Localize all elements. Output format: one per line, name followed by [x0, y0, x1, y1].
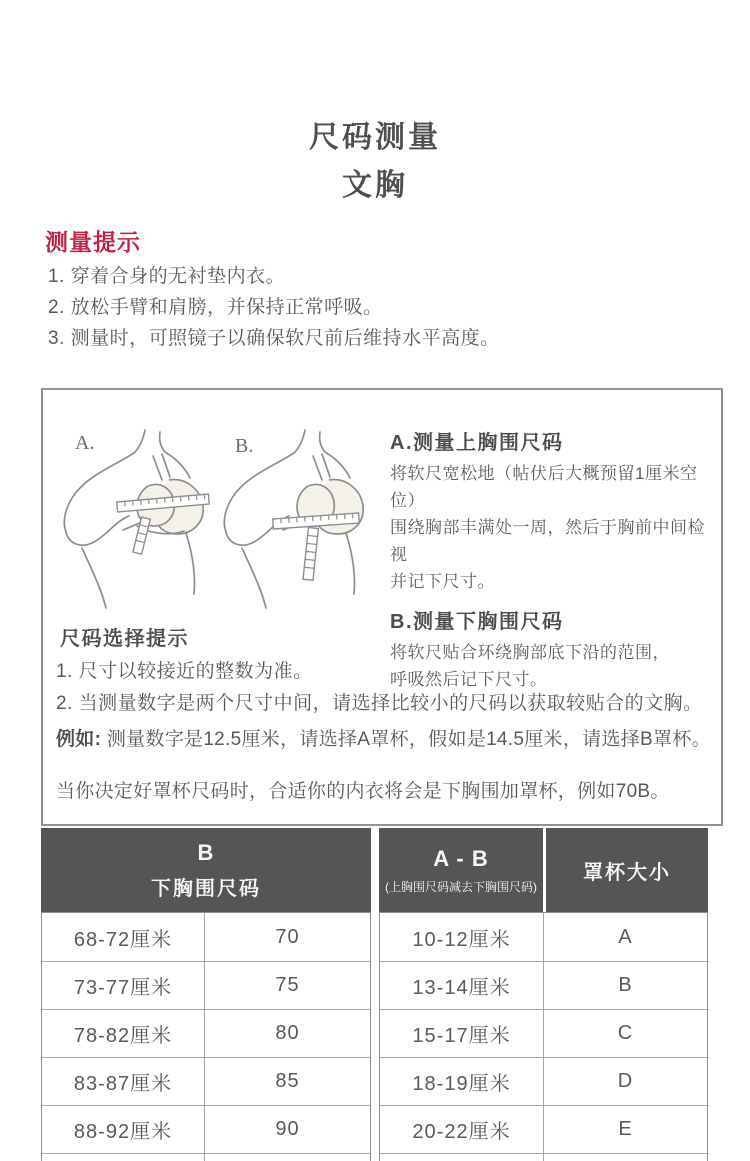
table-row-partial: [42, 1153, 370, 1161]
measure-tips-heading: 测量提示: [45, 229, 141, 255]
cup-header-label: 罩杯大小: [583, 861, 671, 884]
band-size-cell: 80: [275, 1022, 300, 1044]
table-row: [380, 961, 707, 1009]
instruction-line: 呼吸然后记下尺寸。: [390, 670, 548, 689]
measurement-diagram-box: [41, 388, 723, 826]
table-row-partial: [380, 1153, 707, 1161]
table-row: [380, 913, 707, 961]
size-selection-item: 1. 尺寸以较接近的整数为准。: [56, 661, 313, 682]
table-row: [380, 1105, 707, 1153]
size-chart-header: [41, 828, 708, 912]
band-range-cell: 73-77厘米: [42, 962, 205, 1009]
band-range-cell: 88-92厘米: [42, 1106, 205, 1153]
upper-bust-instructions: [390, 460, 722, 595]
cup-size-header: [546, 828, 708, 912]
cup-cell: A: [618, 925, 633, 948]
diff-header: [379, 828, 543, 912]
page-title: 尺码测量: [309, 121, 441, 154]
header-gap: [371, 828, 379, 912]
band-size-cell: 90: [275, 1118, 300, 1140]
cup-cell: E: [618, 1118, 633, 1140]
upper-bust-heading: A.测量上胸围尺码: [390, 432, 564, 454]
diff-header-note: (上胸围尺码减去下胸围尺码): [385, 879, 537, 894]
instruction-line: 围绕胸部丰满处一周，然后于胸前中间检视: [390, 518, 705, 564]
band-size-cell: 75: [275, 974, 300, 996]
under-bust-measure-illustration: [213, 420, 383, 615]
band-size-cell: [205, 1154, 370, 1161]
under-bust-heading: B.测量下胸围尺码: [390, 611, 564, 633]
table-row: [42, 1105, 370, 1153]
table-row: [380, 1057, 707, 1105]
size-chart-body: [41, 912, 708, 1161]
cup-cell: B: [618, 974, 633, 996]
instruction-line: 将软尺宽松地（帖伏后大概预留1厘米空位）: [390, 464, 698, 510]
size-selection-list: [56, 656, 703, 719]
table-row: [42, 1009, 370, 1057]
cup-cell: C: [617, 1022, 634, 1044]
cup-cell: [544, 1154, 707, 1161]
cup-cell: D: [617, 1070, 634, 1092]
table-row: [42, 961, 370, 1009]
cup-size-note: 当你决定好罩杯尺码时，合适你的内衣将会是下胸围加罩杯，例如70B。: [56, 781, 670, 802]
size-selection-item: 2. 当测量数字是两个尺寸中间，请选择比较小的尺码以获取较贴合的文胸。: [56, 692, 703, 714]
measure-tip-item: 3. 测量时，可照镜子以确保软尺前后维持水平高度。: [48, 328, 500, 349]
upper-bust-measure-illustration: [53, 420, 223, 615]
figure-a-label: A.: [75, 432, 95, 454]
band-header-label: 下胸围尺码: [151, 877, 261, 900]
page-subtitle: 文胸: [342, 169, 408, 202]
table-row: [42, 913, 370, 961]
diff-cell: 13-14厘米: [380, 962, 544, 1009]
size-chart-table: [41, 828, 708, 1161]
diff-cell: 15-17厘米: [380, 1010, 544, 1057]
table-gap: [371, 912, 379, 1161]
band-range-cell: [42, 1154, 205, 1161]
band-range-cell: 68-72厘米: [42, 913, 205, 961]
band-range-cell: 78-82厘米: [42, 1010, 205, 1057]
band-size-columns: [41, 912, 371, 1161]
instruction-line: 并记下尺寸。: [390, 572, 495, 591]
table-row: [380, 1009, 707, 1057]
band-header-letter: B: [197, 839, 215, 865]
example-text: 测量数字是12.5厘米，请选择A罩杯，假如是14.5厘米，请选择B罩杯。: [101, 729, 711, 750]
diff-cell: [380, 1154, 544, 1161]
measure-tip-item: 1. 穿着合身的无衬垫内衣。: [48, 266, 286, 287]
figure-b-label: B.: [235, 435, 254, 457]
measure-tips-list: [48, 261, 500, 354]
cup-size-columns: [379, 912, 708, 1161]
table-row: [42, 1057, 370, 1105]
band-size-cell: 70: [275, 925, 300, 948]
example-line: [56, 724, 711, 751]
band-range-cell: 83-87厘米: [42, 1058, 205, 1105]
instruction-line: 将软尺贴合环绕胸部底下沿的范围，: [390, 643, 670, 662]
diff-cell: 18-19厘米: [380, 1058, 544, 1105]
band-size-header: [41, 828, 371, 912]
diff-cell: 10-12厘米: [380, 913, 544, 961]
diff-cell: 20-22厘米: [380, 1106, 544, 1153]
measure-tip-item: 2. 放松手臂和肩膀，并保持正常呼吸。: [48, 297, 383, 318]
diff-header-formula: A - B: [433, 845, 489, 871]
size-selection-heading: 尺码选择提示: [60, 628, 189, 650]
example-label: 例如:: [56, 729, 102, 750]
band-size-cell: 85: [275, 1070, 300, 1092]
